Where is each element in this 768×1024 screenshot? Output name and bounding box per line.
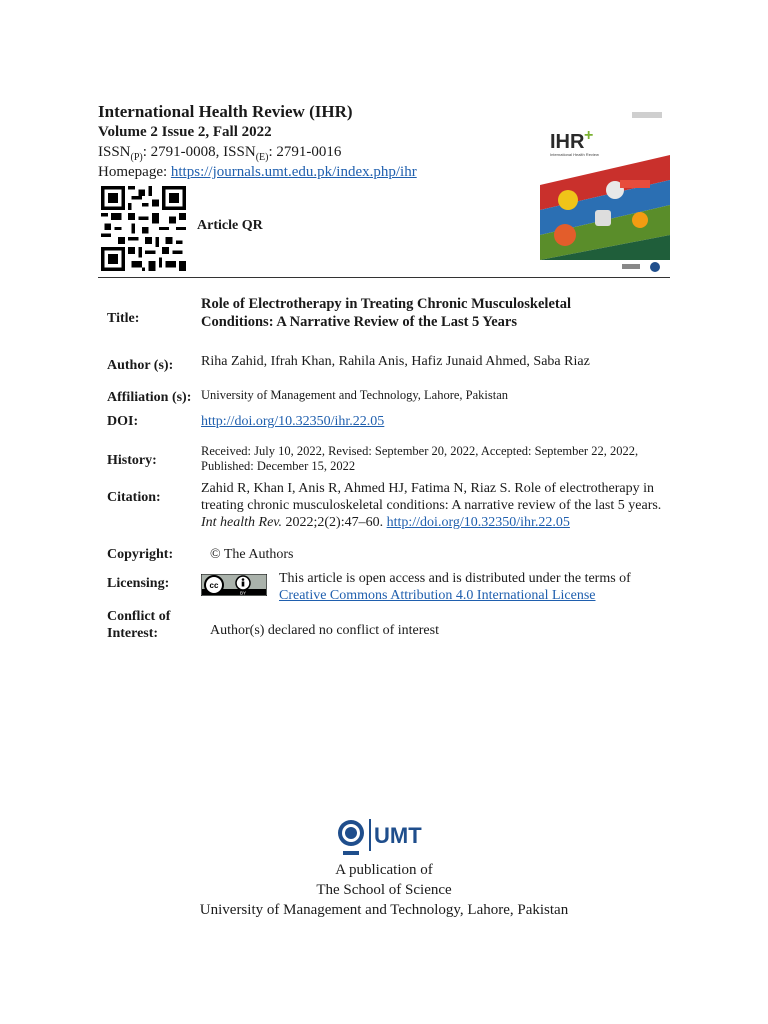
licensing bbox=[279, 570, 679, 604]
issn-p-sub: (P) bbox=[130, 152, 143, 163]
cc-by-license-icon[interactable] bbox=[201, 574, 267, 596]
header-divider bbox=[98, 277, 670, 278]
homepage-line bbox=[98, 164, 417, 181]
doi-value bbox=[201, 413, 671, 430]
issn-e-sub: (E) bbox=[255, 152, 269, 163]
history-label: History: bbox=[107, 453, 157, 468]
copyright: © The Authors bbox=[210, 547, 294, 562]
homepage-link[interactable]: https://journals.umt.edu.pk/index.php/ihr bbox=[170, 164, 417, 180]
svg-text:+: + bbox=[584, 127, 594, 144]
umt-logo-text: UMT bbox=[374, 823, 422, 848]
issn-p-prefix: ISSN bbox=[98, 144, 131, 160]
citation-doi-link[interactable]: http://doi.org/10.32350/ihr.22.05 bbox=[386, 515, 570, 530]
umt-logo-icon bbox=[335, 815, 435, 859]
homepage-label: Homepage: bbox=[98, 164, 171, 180]
citation-line-1: Zahid R, Khan I, Anis R, Ahmed HJ, Fatima N, Riaz S. Role of electrotherapy in bbox=[201, 481, 654, 496]
cc-license-link[interactable]: Creative Commons Attribution 4.0 International License bbox=[279, 588, 596, 603]
history bbox=[201, 444, 671, 474]
article-title-line-2: Conditions: A Narrative Review of the Last 5 Years bbox=[201, 314, 518, 330]
copyright-label: Copyright: bbox=[107, 547, 174, 562]
issn-e-prefix: ISSN bbox=[223, 144, 256, 160]
issn-p-value: : 2791-0008, bbox=[142, 144, 224, 160]
authors: Riha Zahid, Ifrah Khan, Rahila Anis, Hafiz Junaid Ahmed, Saba Riaz bbox=[201, 354, 590, 369]
licensing-text: This article is open access and is distributed under the terms of bbox=[279, 571, 631, 586]
issn-e-value: : 2791-0016 bbox=[268, 144, 342, 160]
history-line-2: Published: December 15, 2022 bbox=[201, 459, 356, 473]
publication-line-1: A publication of bbox=[335, 862, 433, 878]
licensing-label: Licensing: bbox=[107, 576, 170, 591]
doi-label: DOI: bbox=[107, 414, 139, 429]
qr-code-icon[interactable] bbox=[101, 186, 186, 271]
cover-logo-text: IHR bbox=[550, 131, 585, 153]
conflict-label-line-1: Conflict of bbox=[107, 609, 171, 624]
conflict-label-line-2: Interest: bbox=[107, 626, 159, 641]
cover-logo-subtitle: International Health Review bbox=[550, 152, 599, 157]
volume-issue: Volume 2 Issue 2, Fall 2022 bbox=[98, 124, 272, 140]
publication-line-2: The School of Science bbox=[316, 882, 452, 898]
conflict-statement: Author(s) declared no conflict of interest bbox=[210, 623, 439, 638]
citation-ref: 2022;2(2):47–60. bbox=[282, 515, 387, 530]
issn-line bbox=[98, 144, 341, 163]
citation-journal: Int health Rev. bbox=[201, 515, 282, 530]
article-title-line-1: Role of Electrotherapy in Treating Chronic Musculoskeletal bbox=[201, 296, 571, 312]
publication-line-3: University of Management and Technology, Lahore, Pakistan bbox=[199, 902, 569, 918]
svg-text:cc: cc bbox=[209, 581, 219, 590]
author-label: Author (s): bbox=[107, 358, 174, 373]
article-title bbox=[201, 295, 671, 331]
journal-title: International Health Review (IHR) bbox=[98, 102, 353, 121]
conflict-label bbox=[107, 608, 170, 642]
title-label: Title: bbox=[107, 311, 140, 326]
doi-link[interactable]: http://doi.org/10.32350/ihr.22.05 bbox=[201, 414, 385, 429]
affiliation: University of Management and Technology, Lahore, Pakistan bbox=[201, 388, 509, 402]
article-qr-label: Article QR bbox=[197, 218, 263, 233]
affiliation-label: Affiliation (s): bbox=[107, 390, 192, 405]
citation-line-2: treating chronic musculoskeletal conditions: A narrative review of the last 5 years. bbox=[201, 498, 662, 513]
citation bbox=[201, 480, 671, 531]
citation-label: Citation: bbox=[107, 490, 161, 505]
citation-line-3 bbox=[201, 514, 671, 531]
journal-cover-image bbox=[540, 110, 670, 275]
svg-text:BY: BY bbox=[239, 590, 247, 596]
history-line-1: Received: July 10, 2022, Revised: September 20, 2022, Accepted: September 22, 2022, bbox=[201, 444, 639, 458]
